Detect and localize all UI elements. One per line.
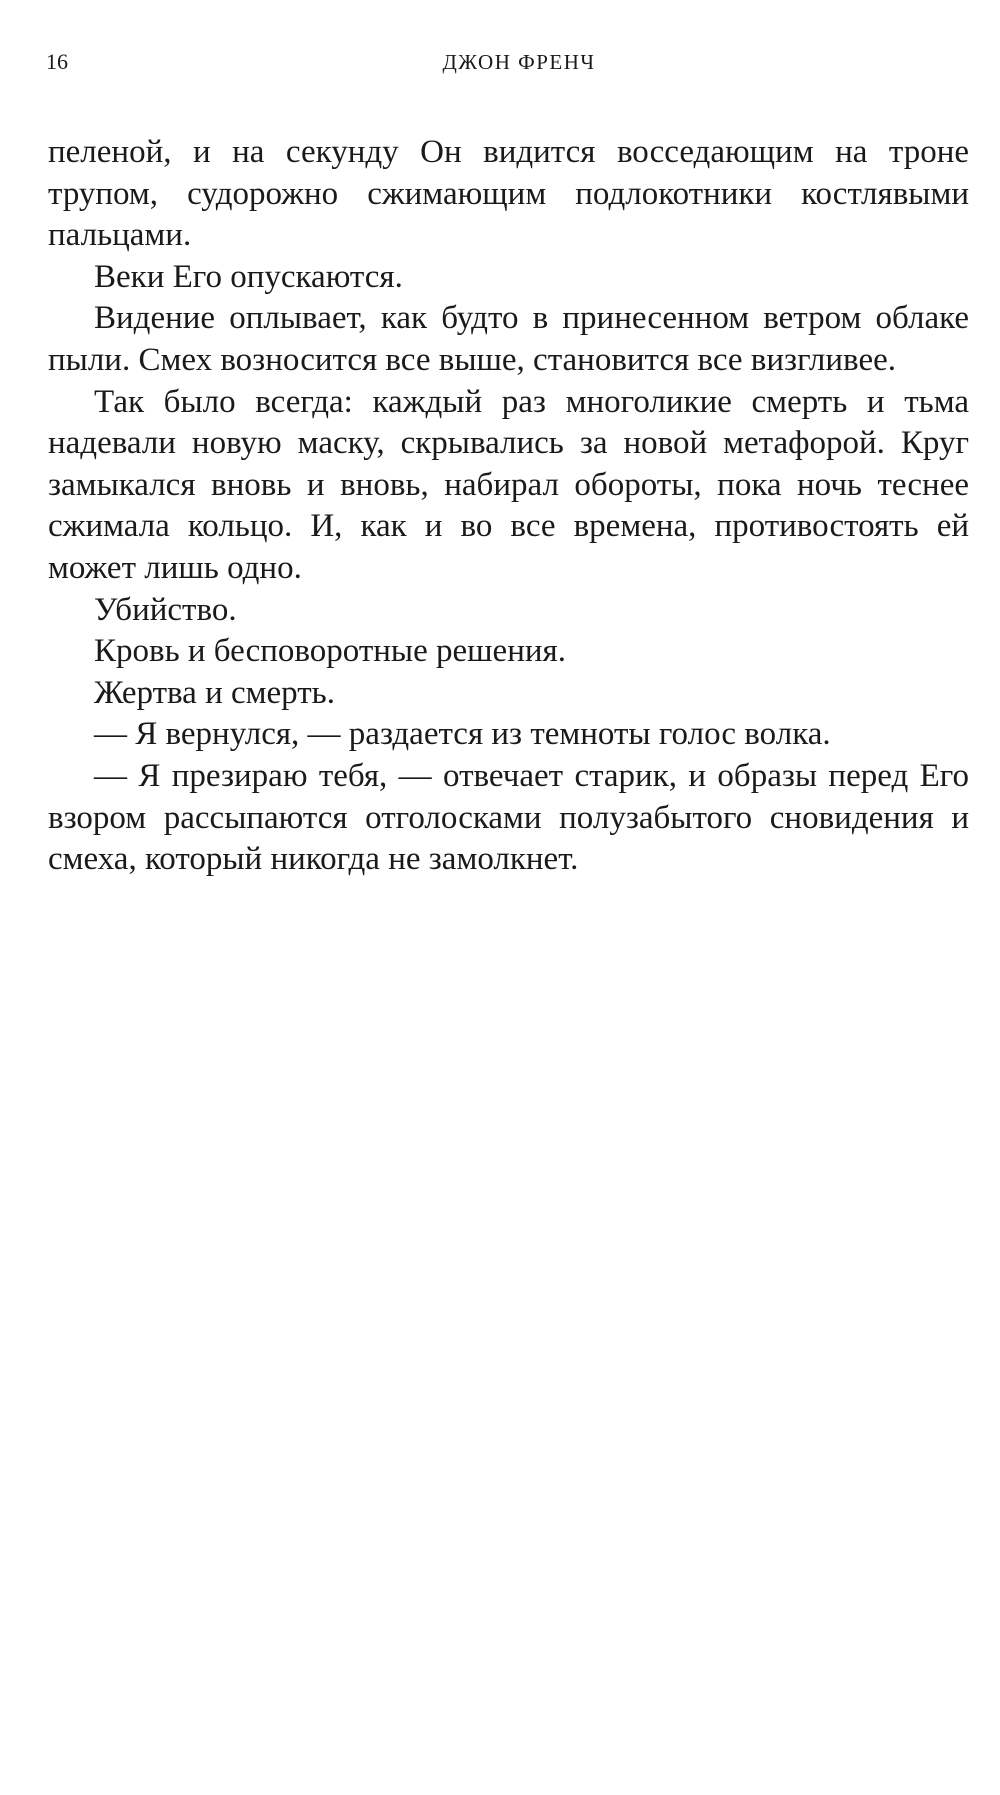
paragraph: Кровь и бесповоротные решения. (94, 633, 566, 670)
paragraph: Так было всегда: каждый раз многоликие смерть и тьма надевали новую маску, скрывались за новой метафорой. Круг замыкался вновь и вновь, набирал обороты, пока ночь теснее сжимала кольцо. И, как и во все времена, противостоять ей может лишь одно. (48, 383, 969, 586)
body-text (48, 132, 969, 881)
paragraph: Веки Его опускаются. (94, 258, 403, 295)
paragraph: Жертва и смерть. (94, 674, 335, 711)
running-head-author: ДЖОН ФРЕНЧ (442, 50, 596, 74)
paragraph: Убийство. (94, 591, 237, 628)
paragraph: Видение оплывает, как будто в принесенном ветром облаке пыли. Смех возносится все выше, становится все визгливее. (48, 300, 969, 378)
running-header (46, 46, 954, 78)
page-number: 16 (46, 49, 68, 74)
dialogue-line: — Я презираю тебя, — отвечает старик, и образы перед Его взором рассыпаются отголосками полузабытого сновидения и смеха, который никогда не замолкнет. (48, 757, 969, 878)
paragraph: пеленой, и на секунду Он видится восседающим на троне трупом, судорожно сжимающим подлокотники костлявыми пальцами. (48, 134, 969, 254)
dialogue-line: — Я вернулся, — раздается из темноты голос волка. (94, 716, 831, 753)
